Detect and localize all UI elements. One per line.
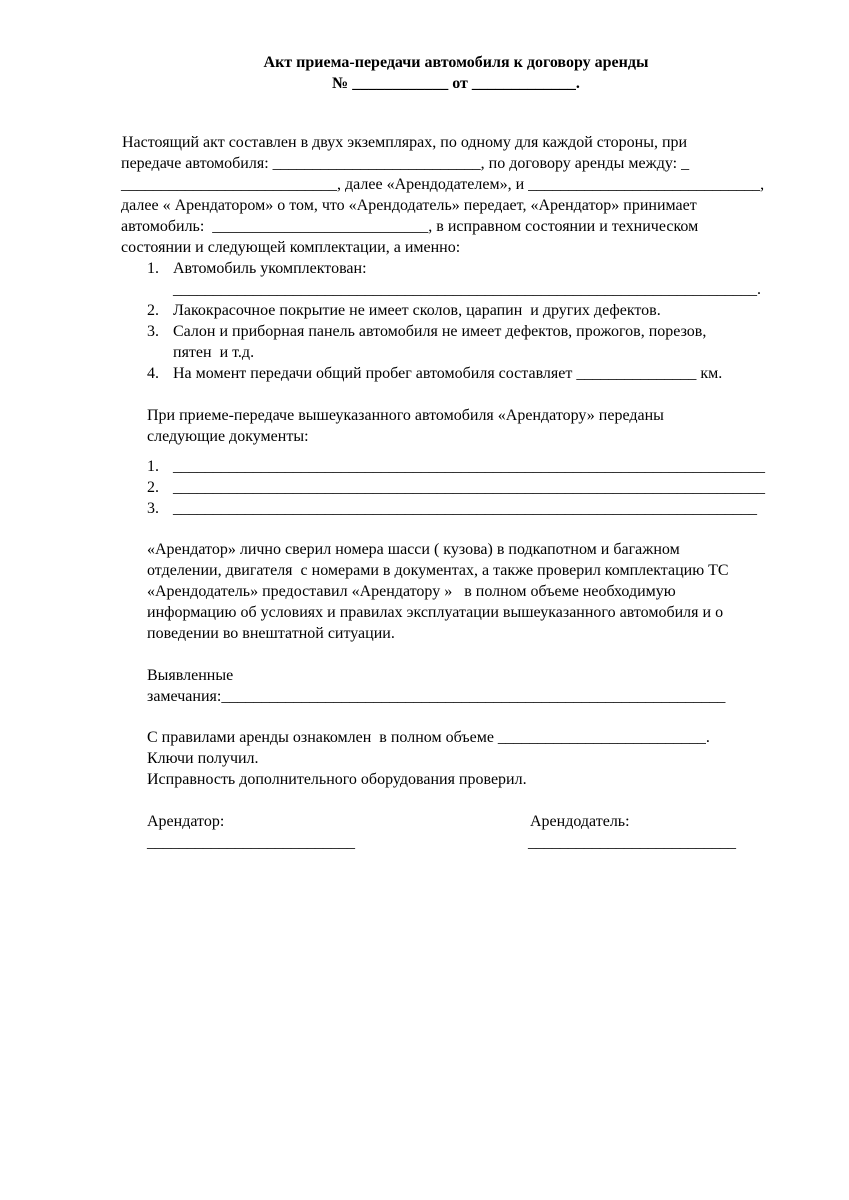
remarks-field: замечания:_______________________________________________________________ xyxy=(147,688,726,705)
condition-item-1 xyxy=(147,258,367,279)
condition-item-2 xyxy=(147,300,661,321)
verification-line-4: информацию об условиях и правилах эксплуатации вышеуказанного автомобиля и о xyxy=(147,604,724,621)
remarks-label: Выявленные xyxy=(147,667,234,684)
condition-item-3-continued: пятен и т.д. xyxy=(173,344,255,361)
rules-acknowledged: С правилами аренды ознакомлен в полном объеме __________________________. xyxy=(147,729,710,746)
condition-item-text: Лакокрасочное покрытие не имеет сколов, царапин и других дефектов. xyxy=(173,302,661,319)
verification-line-5: поведении во внештатной ситуации. xyxy=(147,625,395,642)
documents-intro-line-2: следующие документы: xyxy=(147,428,309,445)
intro-line-4: далее « Арендатором» о том, что «Арендодатель» передает, «Арендатор» принимает xyxy=(121,197,697,214)
list-marker: 2. xyxy=(147,479,159,496)
condition-item-4 xyxy=(147,363,722,384)
documents-intro-line-1: При приеме-передаче вышеуказанного автомобиля «Арендатору» переданы xyxy=(147,407,664,424)
condition-item-text: На момент передачи общий пробег автомобиля составляет _______________ км. xyxy=(173,365,723,382)
verification-line-3: «Арендодатель» предоставил «Арендатору » в полном объеме необходимую xyxy=(147,583,676,600)
title-line-2: № ____________ от _____________. xyxy=(332,75,580,92)
document-title xyxy=(0,52,849,94)
list-marker: 4. xyxy=(147,365,159,382)
intro-line-5: автомобиль: ___________________________, в исправном состоянии и техническом xyxy=(121,218,699,235)
list-marker: 3. xyxy=(147,323,159,340)
title-line-1: Акт приема-передачи автомобиля к договору аренды xyxy=(263,54,649,71)
document-item-blank: __________________________________________________________________________ xyxy=(173,479,765,496)
document-item-blank: __________________________________________________________________________ xyxy=(173,458,765,475)
intro-line-1: Настоящий акт составлен в двух экземплярах, по одному для каждой стороны, при xyxy=(118,134,688,151)
landlord-signature-line: __________________________ xyxy=(528,834,736,851)
tenant-signature-label: Арендатор: xyxy=(147,813,225,830)
document-item-2 xyxy=(147,477,765,498)
landlord-signature-label: Арендодатель: xyxy=(530,813,630,830)
condition-item-3 xyxy=(147,321,706,342)
condition-item-text: Автомобиль укомплектован: xyxy=(173,260,367,277)
keys-received: Ключи получил. xyxy=(147,750,259,767)
verification-line-2: отделении, двигателя с номерами в документах, а также проверил комплектацию ТС xyxy=(147,562,729,579)
tenant-signature-line: __________________________ xyxy=(147,834,355,851)
equipment-checked: Исправность дополнительного оборудования проверил. xyxy=(147,771,527,788)
verification-line-1: «Арендатор» лично сверил номера шасси ( кузова) в подкапотном и багажном xyxy=(147,541,680,558)
intro-line-2: передаче автомобиля: __________________________, по договору аренды между: _ xyxy=(121,155,690,172)
document-item-blank: _________________________________________________________________________ xyxy=(173,500,757,517)
condition-item-1-blank: _________________________________________________________________________. xyxy=(173,281,761,298)
document-item-3 xyxy=(147,498,757,519)
list-marker: 2. xyxy=(147,302,159,319)
list-marker: 3. xyxy=(147,500,159,517)
intro-line-3: ___________________________, далее «Арендодателем», и _____________________________, xyxy=(121,176,765,193)
intro-line-6: состоянии и следующей комплектации, а именно: xyxy=(121,239,461,256)
list-marker: 1. xyxy=(147,260,159,277)
list-marker: 1. xyxy=(147,458,159,475)
document-item-1 xyxy=(147,456,765,477)
condition-item-text: Салон и приборная панель автомобиля не имеет дефектов, прожогов, порезов, xyxy=(173,323,707,340)
